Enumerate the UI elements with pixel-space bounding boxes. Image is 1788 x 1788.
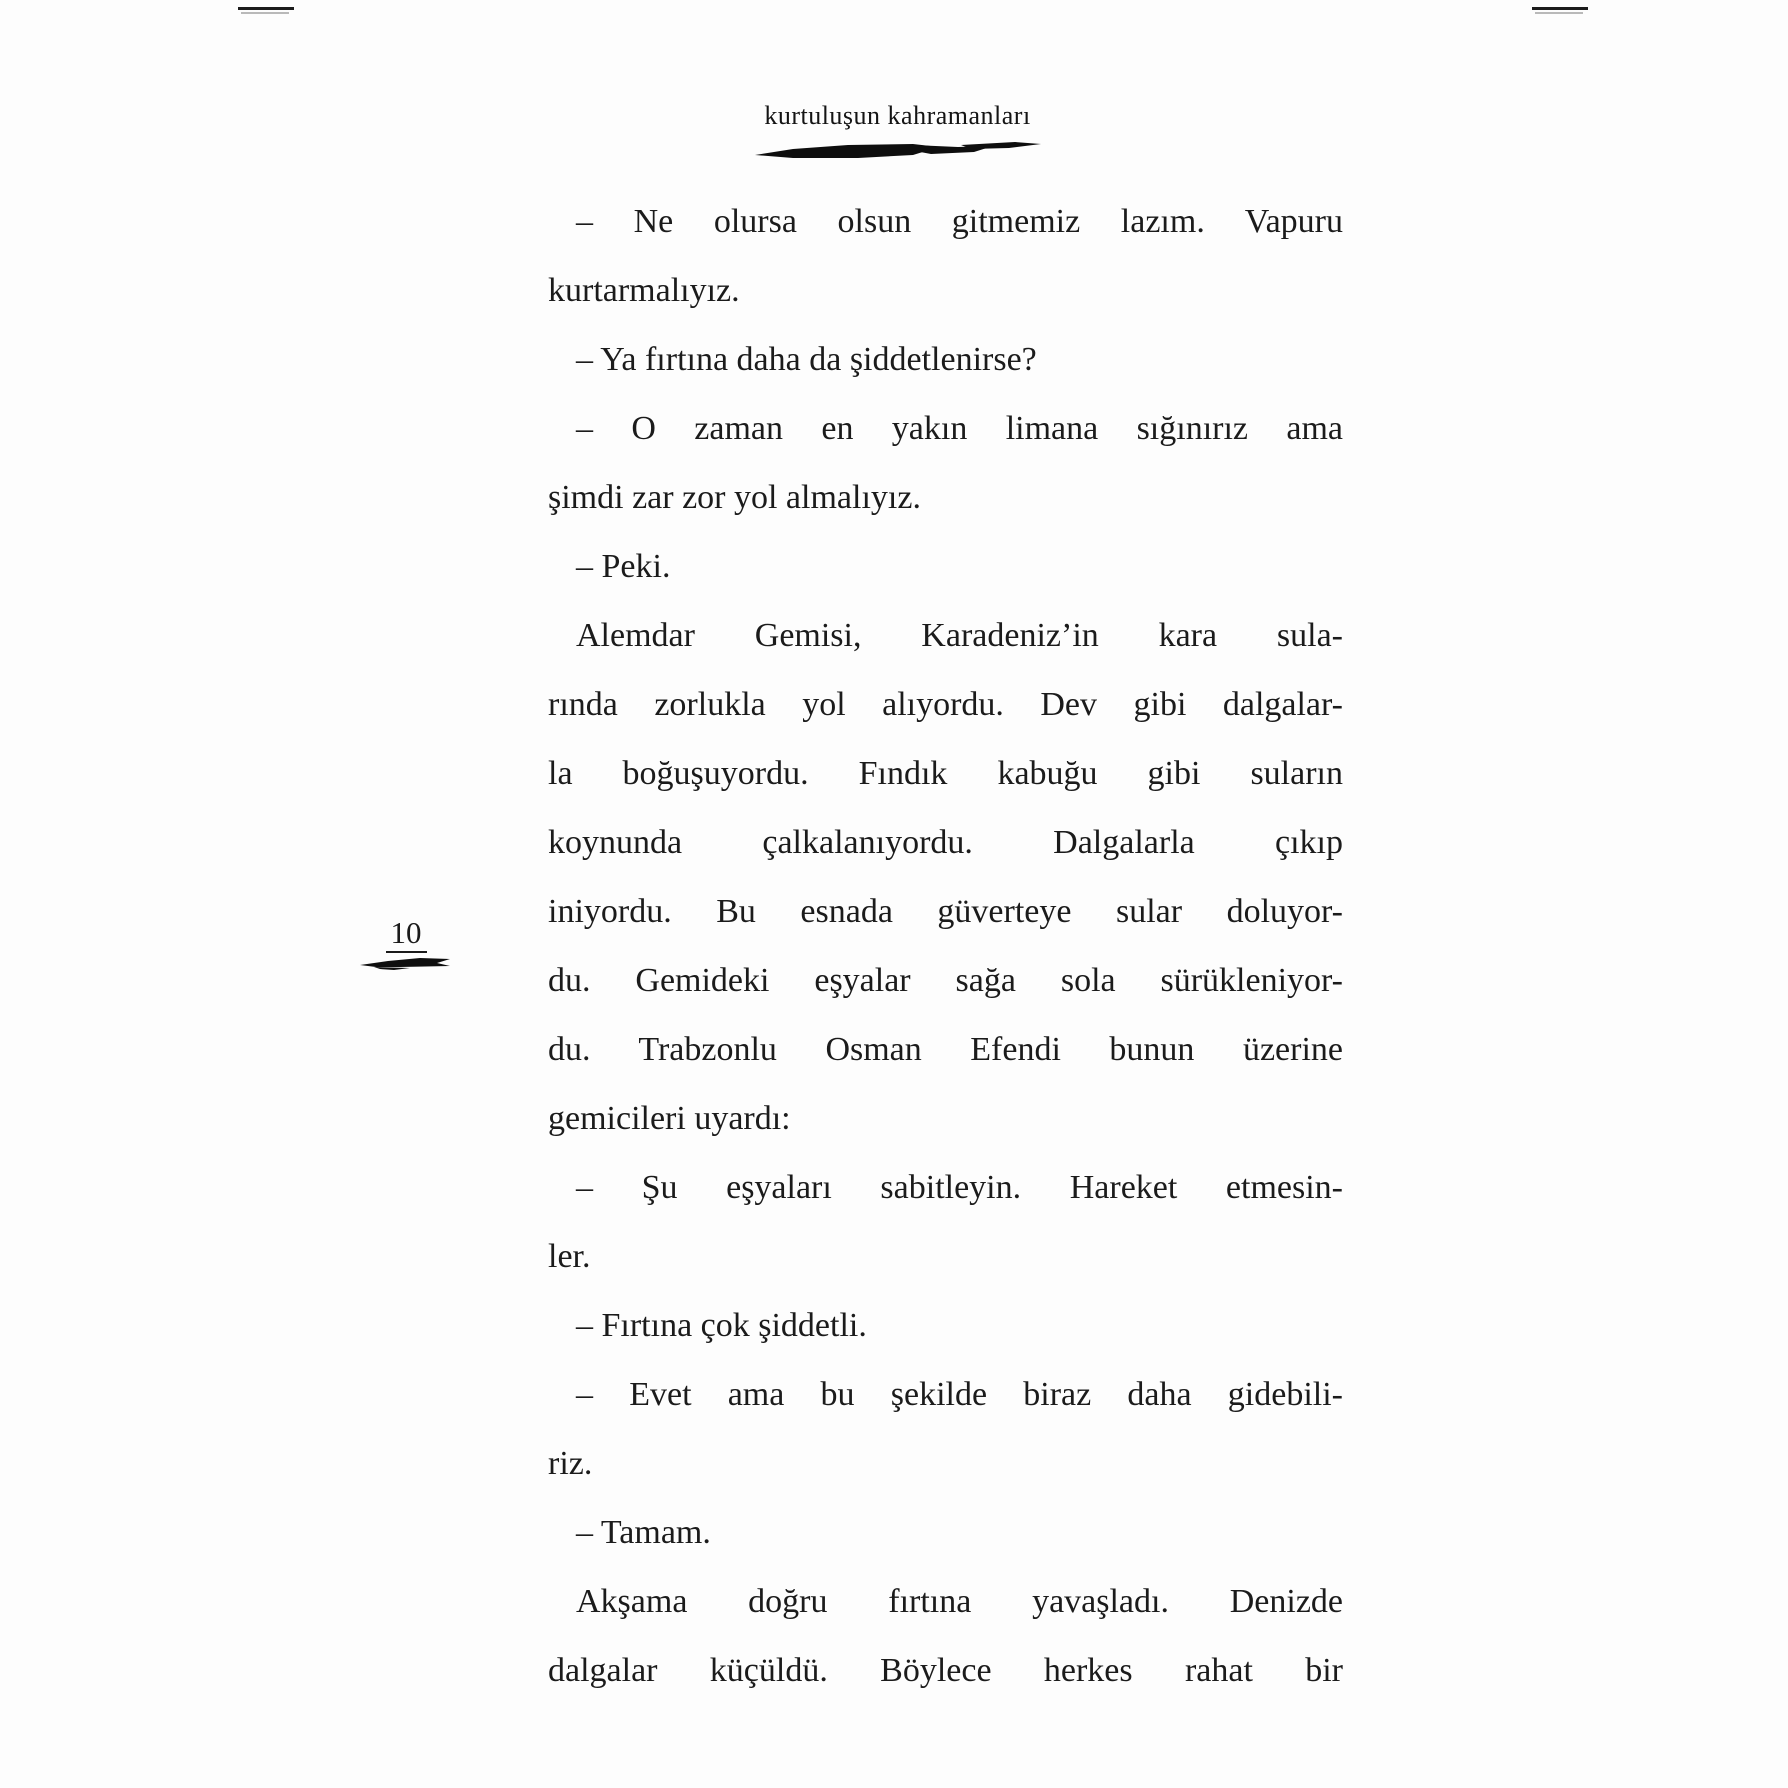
text-line: la boğuşuyordu. Fındık kabuğu gibi suların — [548, 755, 1343, 792]
text-line: – Peki. — [576, 548, 671, 585]
text-line: şimdi zar zor yol almalıyız. — [548, 479, 921, 516]
chapter-title: kurtuluşun kahramanları — [764, 101, 1031, 130]
brush-flourish-icon — [753, 138, 1043, 162]
corner-mark-left — [238, 7, 294, 14]
running-header — [500, 100, 1295, 162]
text-line: du. Trabzonlu Osman Efendi bunun üzerine — [548, 1031, 1343, 1068]
text-line: – O zaman en yakın limana sığınırız ama — [576, 410, 1343, 447]
text-line: du. Gemideki eşyalar sağa sola sürükleniyor- — [548, 962, 1343, 999]
text-line: – Tamam. — [576, 1514, 711, 1551]
page-number-block — [358, 916, 454, 971]
corner-mark-line-icon — [1535, 12, 1583, 14]
corner-mark-line-icon — [241, 12, 289, 14]
text-line: – Ya fırtına daha da şiddetlenirse? — [576, 341, 1037, 378]
text-line: – Evet ama bu şekilde biraz daha gidebili- — [576, 1376, 1343, 1413]
text-line: rında zorlukla yol alıyordu. Dev gibi dalgalar- — [548, 686, 1343, 723]
text-line: ler. — [548, 1238, 591, 1275]
text-line: Akşama doğru fırtına yavaşladı. Denizde — [576, 1583, 1343, 1620]
text-line: iniyordu. Bu esnada güverteye sular doluyor- — [548, 893, 1343, 930]
text-line: Alemdar Gemisi, Karadeniz’in kara sula- — [576, 617, 1343, 654]
body-text — [548, 187, 1343, 1705]
page-number: 10 — [386, 916, 427, 953]
text-line: koynunda çalkalanıyordu. Dalgalarla çıkıp — [548, 824, 1343, 861]
text-line: kurtarmalıyız. — [548, 272, 740, 309]
text-line: gemicileri uyardı: — [548, 1100, 791, 1137]
text-line: – Şu eşyaları sabitleyin. Hareket etmesin- — [576, 1169, 1343, 1206]
text-line: – Ne olursa olsun gitmemiz lazım. Vapuru — [576, 203, 1343, 240]
corner-mark-line-icon — [238, 7, 294, 10]
corner-mark-line-icon — [1532, 7, 1588, 10]
brush-flourish-icon — [360, 954, 452, 971]
text-line: riz. — [548, 1445, 593, 1482]
text-line: dalgalar küçüldü. Böylece herkes rahat bir — [548, 1652, 1343, 1689]
corner-mark-right — [1532, 7, 1588, 14]
text-line: – Fırtına çok şiddetli. — [576, 1307, 867, 1344]
